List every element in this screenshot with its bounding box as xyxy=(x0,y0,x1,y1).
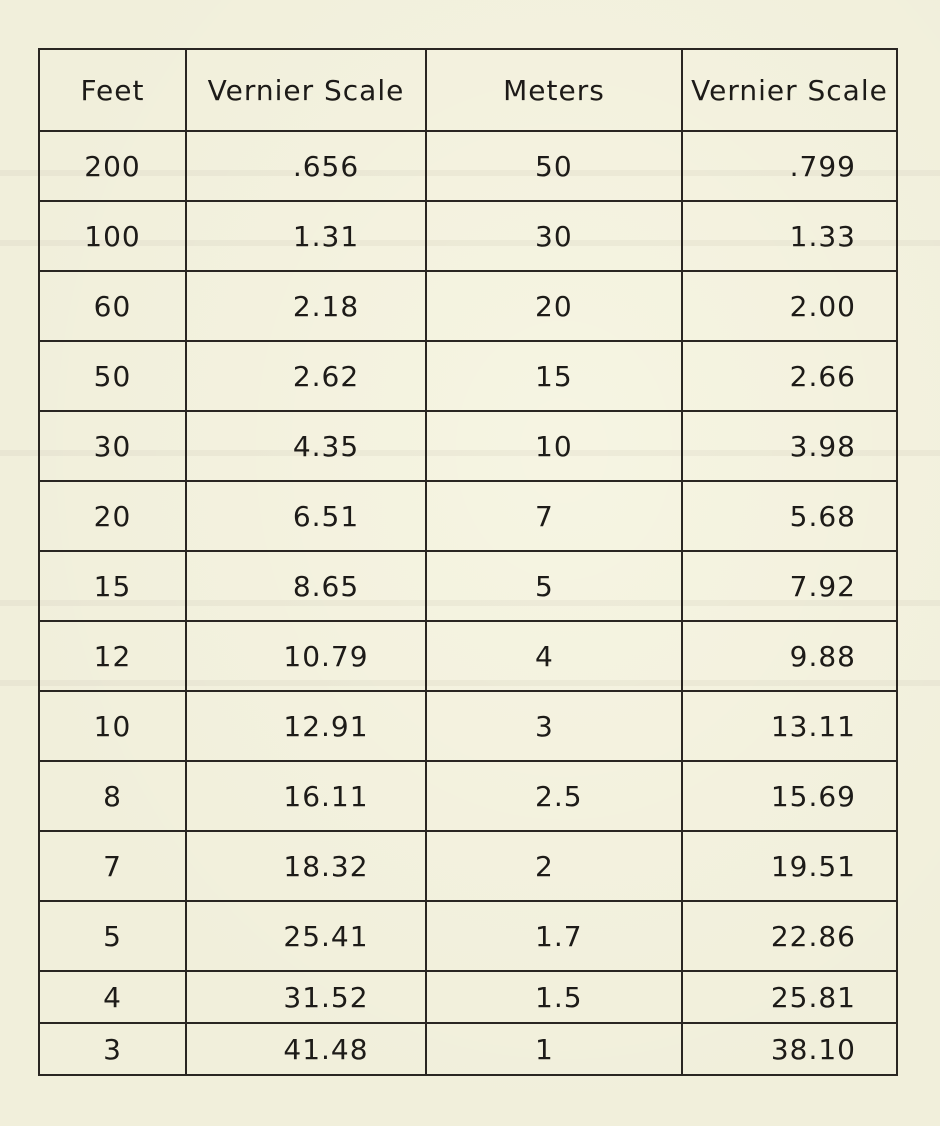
cell-vernier-scale-feet: 2.18 xyxy=(186,271,426,341)
table-row xyxy=(39,971,897,1023)
cell-feet: 20 xyxy=(39,481,186,551)
cell-vernier-scale-meters: 1.33 xyxy=(682,201,897,271)
cell-feet: 60 xyxy=(39,271,186,341)
cell-feet: 30 xyxy=(39,411,186,481)
table-row xyxy=(39,411,897,481)
cell-meters: 3 xyxy=(426,691,682,761)
table-row xyxy=(39,761,897,831)
cell-vernier-scale-meters: 2.00 xyxy=(682,271,897,341)
cell-vernier-scale-feet: 10.79 xyxy=(186,621,426,691)
cell-meters: 15 xyxy=(426,341,682,411)
cell-vernier-scale-meters: 7.92 xyxy=(682,551,897,621)
table-row xyxy=(39,621,897,691)
table-row xyxy=(39,901,897,971)
cell-vernier-scale-meters: 5.68 xyxy=(682,481,897,551)
table-row xyxy=(39,271,897,341)
header-vernier-scale-feet: Vernier Scale xyxy=(186,49,426,131)
cell-vernier-scale-meters: 22.86 xyxy=(682,901,897,971)
cell-vernier-scale-feet: 25.41 xyxy=(186,901,426,971)
cell-meters: 2.5 xyxy=(426,761,682,831)
cell-vernier-scale-feet: 16.11 xyxy=(186,761,426,831)
cell-vernier-scale-feet: 12.91 xyxy=(186,691,426,761)
cell-feet: 7 xyxy=(39,831,186,901)
cell-meters: 1.7 xyxy=(426,901,682,971)
cell-meters: 4 xyxy=(426,621,682,691)
cell-feet: 100 xyxy=(39,201,186,271)
cell-vernier-scale-feet: .656 xyxy=(186,131,426,201)
table-row xyxy=(39,131,897,201)
table-row xyxy=(39,341,897,411)
cell-vernier-scale-meters: 3.98 xyxy=(682,411,897,481)
cell-feet: 8 xyxy=(39,761,186,831)
cell-meters: 2 xyxy=(426,831,682,901)
cell-vernier-scale-meters: .799 xyxy=(682,131,897,201)
cell-meters: 7 xyxy=(426,481,682,551)
cell-vernier-scale-feet: 31.52 xyxy=(186,971,426,1023)
cell-vernier-scale-meters: 15.69 xyxy=(682,761,897,831)
table-row xyxy=(39,691,897,761)
cell-vernier-scale-meters: 19.51 xyxy=(682,831,897,901)
table-row xyxy=(39,1023,897,1075)
cell-vernier-scale-meters: 2.66 xyxy=(682,341,897,411)
cell-vernier-scale-feet: 2.62 xyxy=(186,341,426,411)
cell-vernier-scale-feet: 41.48 xyxy=(186,1023,426,1075)
cell-vernier-scale-meters: 25.81 xyxy=(682,971,897,1023)
cell-feet: 3 xyxy=(39,1023,186,1075)
cell-vernier-scale-meters: 38.10 xyxy=(682,1023,897,1075)
cell-meters: 1.5 xyxy=(426,971,682,1023)
cell-feet: 5 xyxy=(39,901,186,971)
header-feet: Feet xyxy=(39,49,186,131)
cell-vernier-scale-meters: 13.11 xyxy=(682,691,897,761)
table-header-row xyxy=(39,49,897,131)
cell-feet: 12 xyxy=(39,621,186,691)
table-body xyxy=(39,131,897,1075)
cell-meters: 10 xyxy=(426,411,682,481)
cell-vernier-scale-feet: 18.32 xyxy=(186,831,426,901)
header-meters: Meters xyxy=(426,49,682,131)
cell-vernier-scale-feet: 6.51 xyxy=(186,481,426,551)
cell-vernier-scale-feet: 1.31 xyxy=(186,201,426,271)
table-row xyxy=(39,481,897,551)
cell-vernier-scale-feet: 8.65 xyxy=(186,551,426,621)
conversion-table-container xyxy=(38,48,896,1088)
cell-feet: 10 xyxy=(39,691,186,761)
cell-vernier-scale-feet: 4.35 xyxy=(186,411,426,481)
table-row xyxy=(39,201,897,271)
cell-feet: 50 xyxy=(39,341,186,411)
cell-feet: 15 xyxy=(39,551,186,621)
cell-meters: 5 xyxy=(426,551,682,621)
cell-vernier-scale-meters: 9.88 xyxy=(682,621,897,691)
header-vernier-scale-meters: Vernier Scale xyxy=(682,49,897,131)
cell-meters: 20 xyxy=(426,271,682,341)
vernier-scale-conversion-table xyxy=(38,48,898,1076)
table-row xyxy=(39,831,897,901)
cell-feet: 200 xyxy=(39,131,186,201)
cell-meters: 30 xyxy=(426,201,682,271)
table-row xyxy=(39,551,897,621)
cell-feet: 4 xyxy=(39,971,186,1023)
cell-meters: 1 xyxy=(426,1023,682,1075)
cell-meters: 50 xyxy=(426,131,682,201)
